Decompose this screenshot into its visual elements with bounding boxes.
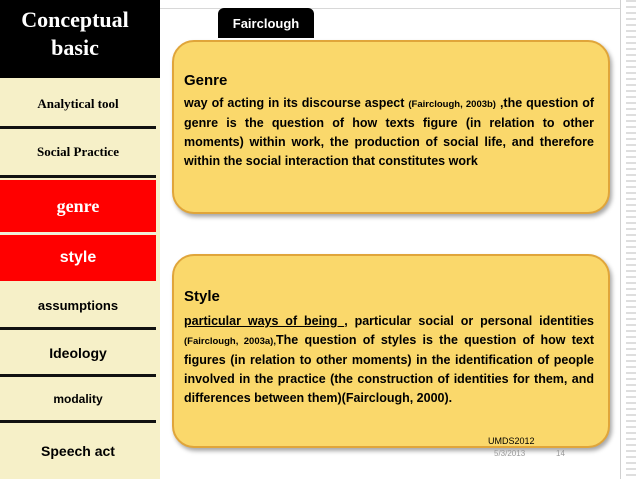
style-citation: (Fairclough, 2003a), xyxy=(184,336,276,347)
footer-date: 5/3/2013 xyxy=(494,449,526,458)
sidebar-item-label: Speech act xyxy=(41,443,115,459)
sidebar-title-line2: basic xyxy=(51,35,99,60)
sidebar-item-style[interactable] xyxy=(0,235,156,281)
sidebar-item-label: modality xyxy=(53,392,103,406)
genre-text-2: ,the question of genre is the question of how texts figure (in relation to other moments) within work, the production of social life, and therefore within the social interaction that constitutes work xyxy=(184,96,594,168)
sidebar-item-label: Analytical tool xyxy=(37,96,119,111)
sidebar-item-label: assumptions xyxy=(37,297,119,313)
style-underlined-text: particular ways of being xyxy=(184,314,345,328)
sidebar xyxy=(0,0,160,479)
fairclough-tab xyxy=(218,8,314,38)
sidebar-item-ideology[interactable] xyxy=(0,332,156,374)
right-divider xyxy=(620,0,621,479)
style-text-2: The question of styles is the question of how text figures (in relation to other moments) in the identification of people involved in the practice (the construction of identities for them, and differences between them)(Fairclough, 2000). xyxy=(184,333,594,405)
genre-card-title: Genre xyxy=(184,72,228,89)
sidebar-divider xyxy=(0,374,156,377)
sidebar-divider xyxy=(0,420,156,423)
genre-text-1: way of acting in its discourse aspect xyxy=(184,96,409,110)
sidebar-item-label: style xyxy=(59,249,97,266)
genre-card-body xyxy=(184,94,594,171)
sidebar-divider xyxy=(0,126,156,129)
sidebar-item-label: Social Practice xyxy=(37,144,119,159)
style-card-body xyxy=(184,312,594,408)
sidebar-divider xyxy=(0,175,156,178)
sidebar-title xyxy=(0,6,150,62)
sidebar-item-label: Ideology xyxy=(49,345,107,361)
sidebar-item-modality[interactable] xyxy=(0,378,156,420)
sidebar-item-speech-act[interactable] xyxy=(0,430,156,472)
sidebar-divider xyxy=(0,233,156,234)
decorative-border xyxy=(626,0,636,479)
sidebar-item-label: genre xyxy=(56,195,100,216)
style-card xyxy=(172,254,610,448)
sidebar-title-line1: Conceptual xyxy=(21,7,129,32)
sidebar-item-analytical-tool[interactable] xyxy=(0,83,156,125)
page-number: 14 xyxy=(556,449,565,458)
sidebar-item-genre[interactable] xyxy=(0,180,156,232)
footer-source: UMDS2012 xyxy=(488,436,535,446)
style-text-1: , particular social or personal identities xyxy=(344,314,594,328)
sidebar-divider xyxy=(0,327,156,330)
genre-card xyxy=(172,40,610,214)
genre-citation: (Fairclough, 2003b) xyxy=(408,99,496,110)
sidebar-header xyxy=(0,0,160,78)
sidebar-item-social-practice[interactable] xyxy=(0,131,156,173)
tab-label: Fairclough xyxy=(232,15,300,31)
sidebar-item-assumptions[interactable] xyxy=(0,284,156,326)
style-card-title: Style xyxy=(184,288,220,305)
